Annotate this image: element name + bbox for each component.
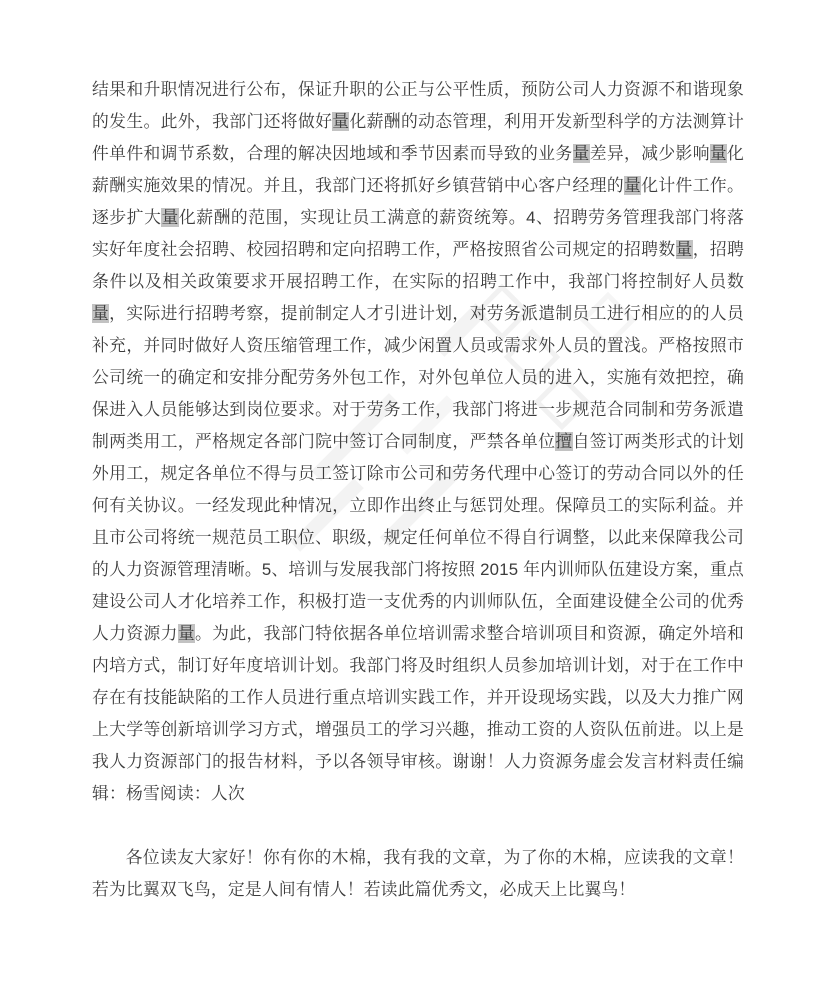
highlighted-text: 量 (177, 624, 195, 643)
highlighted-text: 量 (572, 144, 590, 163)
document-body (92, 74, 744, 906)
text-run: 。为此，我部门特依据各单位培训需求整合培训项目和资源，确定外培和内培方式，制订好年度培训计划。我部门将及时组织人员参加培训计划，对于在工作中存在有技能缺陷的工作人员进行重点培训实践工作，并开设现场实践，以及大力推广网上大学等创新培训学习方式，增强员工的学习兴趣，推动工资的人资队伍前进。以上是我人力资源部门的报告材料，予以各领导审核。谢谢！人力资源务虚会发言材料责任编辑：杨雪阅读：人次 (92, 624, 744, 803)
text-run: 化薪酬实施效果的情况。并且，我部门还将抓好乡镇营销中心客户经理的 (92, 144, 745, 195)
highlighted-text: 量 (675, 240, 693, 259)
text-run: 结果和升职情况进行公布，保证升职的公正与公平性质，预防公司人力资源不和谐现象的发生。此外，我部门还将做好 (92, 80, 744, 131)
paragraph (92, 842, 744, 906)
highlighted-text: 量 (161, 208, 179, 227)
highlighted-text: 量 (92, 304, 110, 323)
text-run: 各位读友大家好！你有你的木棉，我有我的文章，为了你的木棉，应读我的文章！若为比翼双飞鸟，定是人间有情人！若读此篇优秀文，必成天上比翼鸟！ (92, 848, 744, 899)
highlighted-text: 量 (624, 176, 642, 195)
text-run: 自签订两类形式的计划外用工，规定各单位不得与员工签订除市公司和劳务代理中心签订的劳动合同以外的任何有关协议。一经发现此种情况，立即作出终止与惩罚处理。保障员工的实际利益。并且市公司将统一规范员工职位、职级，规定任何单位不得自行调整，以此来保障我公司的人力资源管理清晰。5、培训与发展我部门将按照 2015 年内训师队伍建设方案，重点建设公司人才化培养工作，积极打造一支优秀的内训师队伍，全面建设健全公司的优秀人力资源力 (92, 432, 745, 643)
text-run: 差异，减少影响 (589, 144, 710, 163)
highlighted-text: 擅 (555, 432, 573, 451)
text-run: ，实际进行招聘考察，提前制定人才引进计划，对劳务派遣制员工进行相应的的人员补充，并同时做好人资压缩管理工作，减少闲置人员或需求外人员的置浅。严格按照市公司统一的确定和安排分配劳务外包工作，对外包单位人员的进入，实施有效把控，确保进入人员能够达到岗位要求。对于劳务工作，我部门将进一步规范合同制和劳务派遣制两类用工，严格规定各部门院中签订合同制度，严禁各单位 (92, 304, 745, 451)
text-run: 化薪酬的动态管理，利用开发新型科学的方法测算计件单件和调节系数，合理的解决因地域和季节因素而导致的业务 (92, 112, 744, 163)
paragraph (92, 74, 744, 810)
text-run: 化计件工作。逐步扩大 (92, 176, 745, 227)
text-run: ，招聘条件以及相关政策要求开展招聘工作，在实际的招聘工作中，我部门将控制好人员数 (92, 240, 744, 291)
text-run: 化薪酬的范围，实现让员工满意的薪资统筹。4、招聘劳务管理我部门将落实好年度社会招聘、校园招聘和定向招聘工作，严格按照省公司规定的招聘数 (92, 208, 745, 259)
highlighted-text: 量 (332, 112, 350, 131)
highlighted-text: 量 (709, 144, 728, 163)
